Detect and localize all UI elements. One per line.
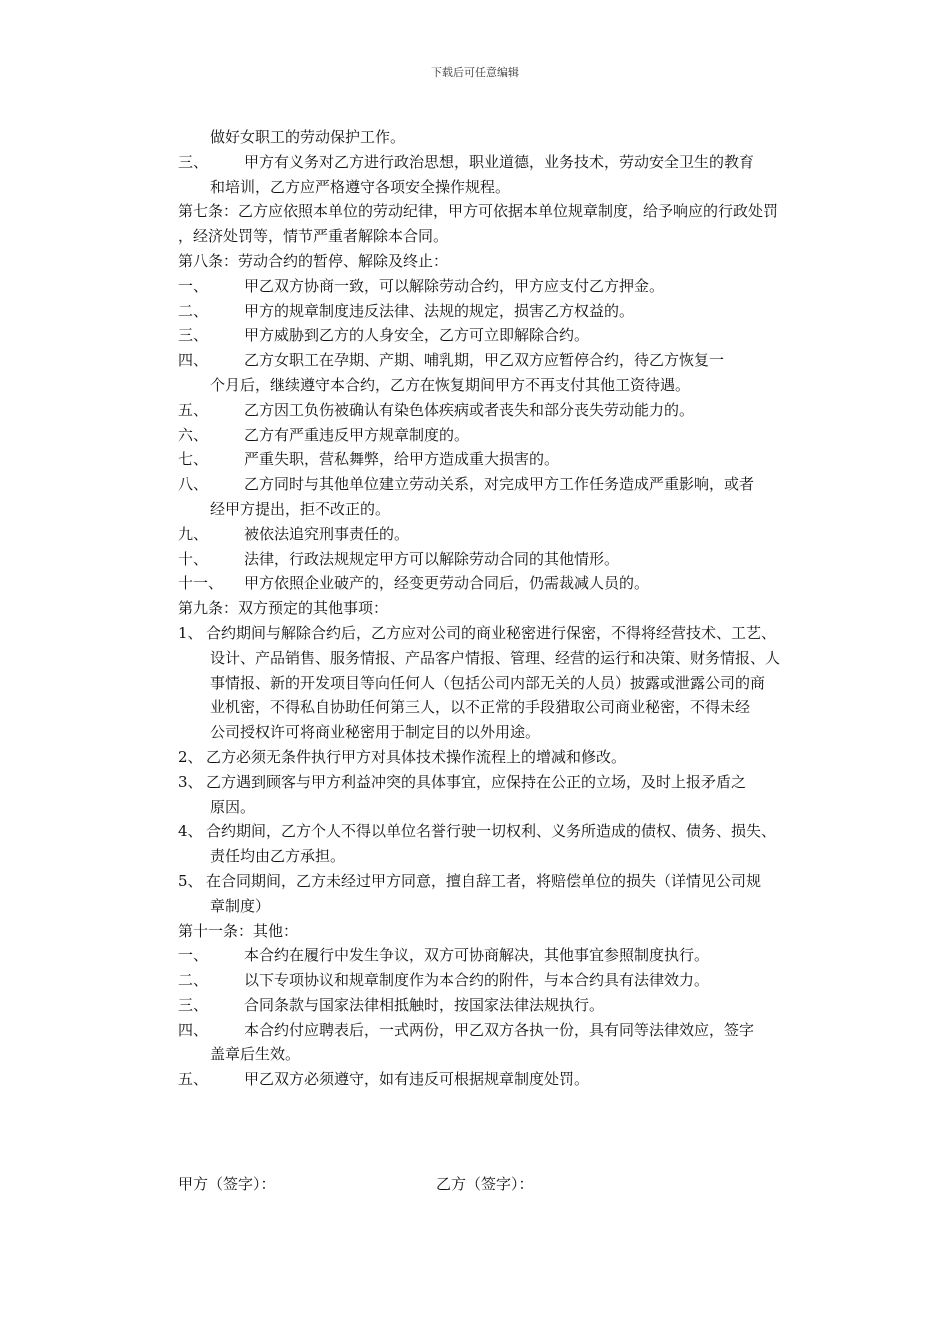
clause-item — [178, 1018, 810, 1068]
clause-number: 六、 — [178, 425, 209, 444]
clause-text: 甲方威胁到乙方的人身安全，乙方可立即解除合约。 — [244, 326, 590, 345]
article-text-part1: 第七条：乙方应依照本单位的劳动纪律，甲方可依据本单位规章制度，给予响应的行政处罚 — [178, 202, 779, 221]
numbered-item — [178, 819, 810, 869]
clause-item — [178, 323, 810, 348]
clause-number: 五、 — [178, 1070, 209, 1089]
clause-text: 乙方因工负伤被确认有染色体疾病或者丧失和部分丧失劳动能力的。 — [244, 400, 695, 419]
item-text-part2: 设计、产品销售、服务情报、产品客户情报、管理、经营的运行和决策、财务情报、人 — [210, 648, 781, 667]
clause-text-part1: 乙方女职工在孕期、产期、哺乳期，甲乙双方应暂停合约，待乙方恢复一 — [244, 351, 725, 370]
item-text-part1: 在合同期间，乙方未经过甲方同意，擅自辞工者，将赔偿单位的损失（详情见公司规 — [206, 871, 762, 890]
clause-item — [178, 348, 810, 398]
item-number: 5、 — [178, 871, 203, 890]
clause-number: 一、 — [178, 276, 209, 295]
clause-text-part1: 乙方同时与其他单位建立劳动关系，对完成甲方工作任务造成严重影响，或者 — [244, 475, 755, 494]
clause-item — [178, 447, 810, 472]
clause-item — [178, 547, 810, 572]
clause-number: 十、 — [178, 549, 209, 568]
contract-body — [178, 125, 810, 1092]
item-text-part1: 乙方遇到顾客与甲方利益冲突的具体事宜，应保持在公正的立场，及时上报矛盾之 — [206, 772, 747, 791]
clause-text-part1: 甲方有义务对乙方进行政治思想，职业道德，业务技术，劳动安全卫生的教育 — [244, 152, 755, 171]
numbered-item — [178, 869, 810, 919]
clause-text-part2: 经甲方提出，拒不改正的。 — [210, 499, 391, 518]
clause-item — [178, 993, 810, 1018]
clause-item — [178, 522, 810, 547]
clause-text-part2: 盖章后生效。 — [210, 1045, 301, 1064]
clause-number: 七、 — [178, 450, 209, 469]
item-number: 4、 — [178, 822, 203, 841]
page-header: 下载后可任意编辑 — [431, 66, 519, 79]
clause-text: 法律，行政法规规定甲方可以解除劳动合同的其他情形。 — [244, 549, 620, 568]
clause-number: 一、 — [178, 946, 209, 965]
clause-text-part2: 和培训，乙方应严格遵守各项安全操作规程。 — [210, 177, 511, 196]
item-text-part3: 事情报、新的开发项目等向任何人（包括公司内部无关的人员）披露或泄露公司的商 — [210, 673, 766, 692]
clause-number: 五、 — [178, 400, 209, 419]
party-a-signature: 甲方（签字）： — [178, 1175, 276, 1193]
item-number: 3、 — [178, 772, 203, 791]
item-number: 2、 — [178, 747, 203, 766]
clause-text: 合同条款与国家法律相抵触时，按国家法律法规执行。 — [244, 995, 605, 1014]
clause-number: 二、 — [178, 971, 209, 990]
clause-number: 九、 — [178, 524, 209, 543]
clause-text-part1: 本合约付应聘表后，一式两份，甲乙双方各执一份，具有同等法律效应，签字 — [244, 1020, 755, 1039]
clause-text: 本合约在履行中发生争议，双方可协商解决，其他事宜参照制度执行。 — [244, 946, 710, 965]
clause-text: 被依法追究刑事责任的。 — [244, 524, 410, 543]
item-text-part1: 合约期间，乙方个人不得以单位名誉行驶一切权利、义务所造成的债权、债务、损失、 — [206, 822, 777, 841]
clause-number: 四、 — [178, 1020, 209, 1039]
numbered-item — [178, 621, 810, 745]
clause-item — [178, 943, 810, 968]
numbered-item — [178, 770, 810, 820]
article-7 — [178, 199, 810, 249]
item-number: 1、 — [178, 623, 203, 642]
party-b-signature: 乙方（签字）： — [436, 1175, 534, 1193]
item-text-part2: 责任均由乙方承担。 — [210, 847, 346, 866]
article-9-heading: 第九条：双方预定的其他事项： — [178, 599, 389, 618]
article-text-part2: ，经济处罚等，情节严重者解除本合同。 — [178, 227, 449, 246]
clause-item — [178, 299, 810, 324]
clause-text: 乙方有严重违反甲方规章制度的。 — [244, 425, 470, 444]
clause-item — [178, 968, 810, 993]
clause-item — [178, 274, 810, 299]
item-text-part4: 业机密，不得私自协助任何第三人，以不正常的手段猎取公司商业秘密，不得未经 — [210, 698, 751, 717]
clause-number: 二、 — [178, 301, 209, 320]
item-text-part5: 公司授权许可将商业秘密用于制定目的以外用途。 — [210, 723, 541, 742]
clause-item — [178, 423, 810, 448]
clause-number: 八、 — [178, 475, 209, 494]
signature-row — [178, 1172, 810, 1196]
clause-number: 三、 — [178, 326, 209, 345]
item-text: 乙方必须无条件执行甲方对具体技术操作流程上的增减和修改。 — [206, 747, 627, 766]
clause-number: 四、 — [178, 351, 209, 370]
clause-text: 以下专项协议和规章制度作为本合约的附件，与本合约具有法律效力。 — [244, 971, 710, 990]
clause-number: 三、 — [178, 995, 209, 1014]
clause-text-part2: 个月后，继续遵守本合约，乙方在恢复期间甲方不再支付其他工资待遇。 — [210, 375, 691, 394]
clause-number: 三、 — [178, 152, 209, 171]
clause-item — [178, 571, 810, 596]
clause-text: 甲方的规章制度违反法律、法规的规定，损害乙方权益的。 — [244, 301, 635, 320]
clause-item — [178, 398, 810, 423]
clause-item — [178, 472, 810, 522]
clause-item — [178, 150, 810, 200]
clause-text: 甲方依照企业破产的，经变更劳动合同后，仍需裁减人员的。 — [244, 574, 650, 593]
numbered-item — [178, 745, 810, 770]
clause-text: 严重失职，营私舞弊，给甲方造成重大损害的。 — [244, 450, 560, 469]
item-text-part2: 原因。 — [210, 797, 256, 816]
clause-text: 甲乙双方协商一致，可以解除劳动合约，甲方应支付乙方押金。 — [244, 276, 665, 295]
item-text-part2: 章制度） — [210, 896, 271, 915]
clause-text: 甲乙双方必须遵守，如有违反可根据规章制度处罚。 — [244, 1070, 590, 1089]
continuation-text: 做好女职工的劳动保护工作。 — [210, 128, 406, 146]
article-8-heading: 第八条：劳动合约的暂停、解除及终止： — [178, 251, 449, 270]
item-text-part1: 合约期间与解除合约后，乙方应对公司的商业秘密进行保密，不得将经营技术、工艺、 — [206, 623, 777, 642]
clause-item — [178, 1067, 810, 1092]
article-11-heading: 第十一条：其他： — [178, 921, 299, 940]
clause-number: 十一、 — [178, 574, 224, 593]
